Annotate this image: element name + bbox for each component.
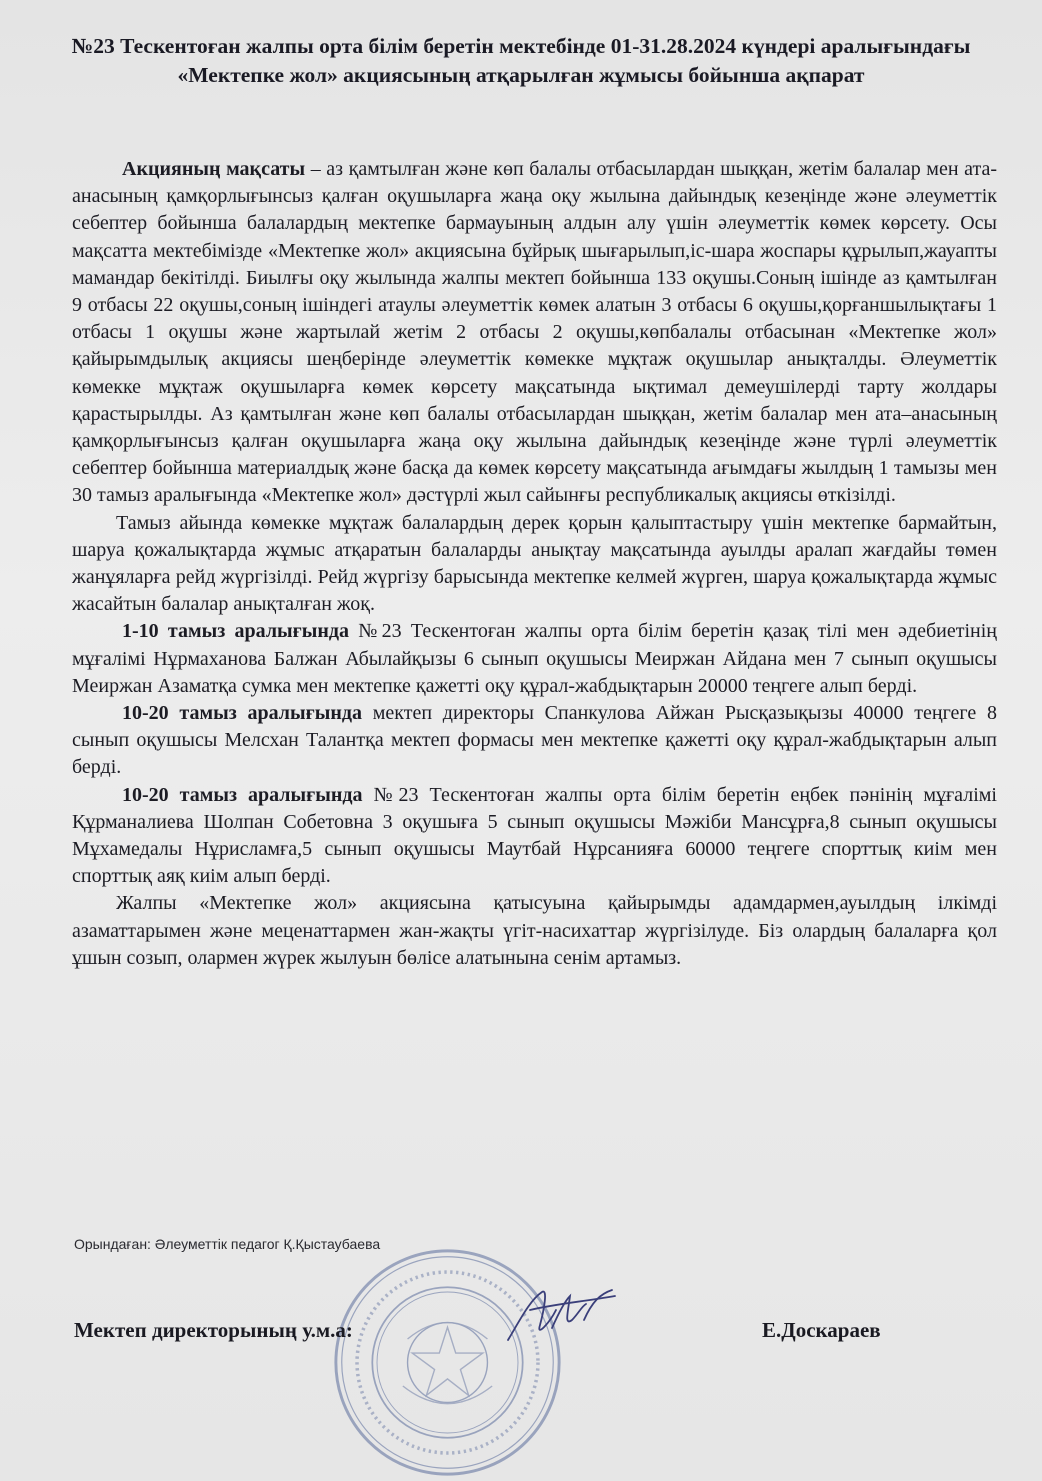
paragraph-goal-text: – аз қамтылған және көп балалы отбасылардан шыққан, жетім балалар мен ата-анасының қамқорлығынсыз қалған оқушыларға жаңа оқу жылына дайындық кезеңінде және әлеуметтік себептер бойынша балалардың мектепке бармауының алдын алу үшін әлеуметтік көмек көрсету. Осы мақсатта мектебімізде «Мектепке жол» акциясына бұйрық шығарылып,іс-шара жоспары құрылып,жауапты мамандар бекітілді. Биылғы оқу жылында жалпы мектеп бойынша 133 оқушы.Соның ішінде аз қамтылған 9 отбасы 22 оқушы,соның ішіндегі атаулы әлеуметтік көмек алатын 3 отбасы 6 оқушы,қорғаншылықтағы 1 отбасы 1 оқушы және жартылай жетім 2 отбасы 2 оқушы,көпбалалы отбасынан «Мектепке жол» қайырымдылық акциясы шеңберінде әлеуметтік көмекке мұқтаж оқушылар анықталды. Әлеуметтік көмекке мұқтаж оқушыларға көмек көрсету мақсатында ықтимал демеушілерді тарту жолдары қарастырылды. Аз қамтылған және көп балалы отбасылардан шыққан, жетім балалар мен ата–анасының қамқорлығынсыз қалған оқушыларға жаңа оқу жылына дайындық кезеңінде және түрлі әлеуметтік себептер бойынша материалдық және басқа да көмек көрсету мақсатында ағымдағы жылдың 1 тамызы мен 30 тамыз аралығында «Мектепке жол» дәстүрлі жыл сайынғы республикалық акциясы өткізілді. — [72, 158, 997, 507]
performer-line: Орындаған: Әлеуметтік педагог Қ.Қыстаубаева — [74, 1236, 381, 1252]
paragraph-aug-10-20-teacher-text: №23 Тескентоған жалпы орта білім беретін еңбек пәнінің мұғалімі Құрманалиева Шолпан Собетовна 3 оқушыға 5 сынып оқушысы Мәжіби Мансұрға,8 сынып оқушысы Мұхамедалы Нұрисламға,5 сынып оқушысы Маутбай Нұрсанияға 60000 теңгеге спорттық киім мен спорттық аяқ киім алып берді. — [72, 783, 997, 888]
paragraph-aug-1-10-text: №23 Тескентоған жалпы орта білім беретін қазақ тілі мен әдебиетінің мұғалімі Нұрмаханова Балжан Абылайқызы 6 сынып оқушысы Меиржан Айдана мен 7 сынып оқушысы Меиржан Азаматқа сумка мен мектепке қажетті оқу құрал-жабдықтарын 20000 теңгеге алып берді. — [72, 620, 997, 697]
paragraph-aug-10-20-director-text: мектеп директоры Спанкулова Айжан Рысқазықызы 40000 теңгеге 8 сынып оқушысы Мелсхан Талантқа мектеп формасы мен мектепке қажетті оқу құрал-жабдықтарын алып берді. — [72, 702, 997, 779]
handwritten-signature-icon — [500, 1280, 620, 1355]
document-body — [72, 156, 997, 972]
paragraph-aug-1-10 — [72, 618, 997, 700]
paragraph-aug-1-10-lead: 1-10 тамыз аралығында — [122, 620, 349, 643]
director-name: Е.Доскараев — [762, 1318, 881, 1342]
paragraph-raid: Тамыз айында көмекке мұқтаж балалардың дерек қорын қалыптастыру үшін мектепке бармайтын, шаруа қожалықтарда жұмыс атқаратын балаларды анықтау мақсатында ауылды аралап жағдайы төмен жанұяларға рейд жүргізілді. Рейд жүргізу барысында мектепке келмей жүрген, шаруа қожалықтарда жұмыс жасайтын балалар анықталған жоқ. — [72, 511, 997, 616]
director-label: Мектеп директорының у.м.а: — [74, 1318, 353, 1342]
paragraph-goal — [72, 156, 997, 510]
paragraph-aug-10-20-director-lead: 10-20 тамыз аралығында — [122, 702, 362, 725]
paragraph-aug-10-20-teacher — [72, 782, 997, 891]
paragraph-aug-10-20-teacher-lead: 10-20 тамыз аралығында — [122, 783, 363, 806]
paragraph-conclusion: Жалпы «Мектепке жол» акциясына қатысуына қайырымды адамдармен,ауылдың ілкімді азаматтарымен және меценаттармен жан-жақты үгіт-насихаттар жүргізілуде. Біз олардың балаларға қол ұшын созып, олармен жүрек жылуын бөлісе алатынына сенім артамыз. — [72, 892, 997, 969]
paragraph-goal-lead: Акцияның мақсаты — [122, 158, 306, 180]
paragraph-aug-10-20-director — [72, 700, 997, 782]
document-title: №23 Тескентоған жалпы орта білім беретін мектебінде 01-31.28.2024 күндері аралығындағы «Мектепке жол» акциясының атқарылған жұмысы бойынша ақпарат — [71, 34, 971, 87]
